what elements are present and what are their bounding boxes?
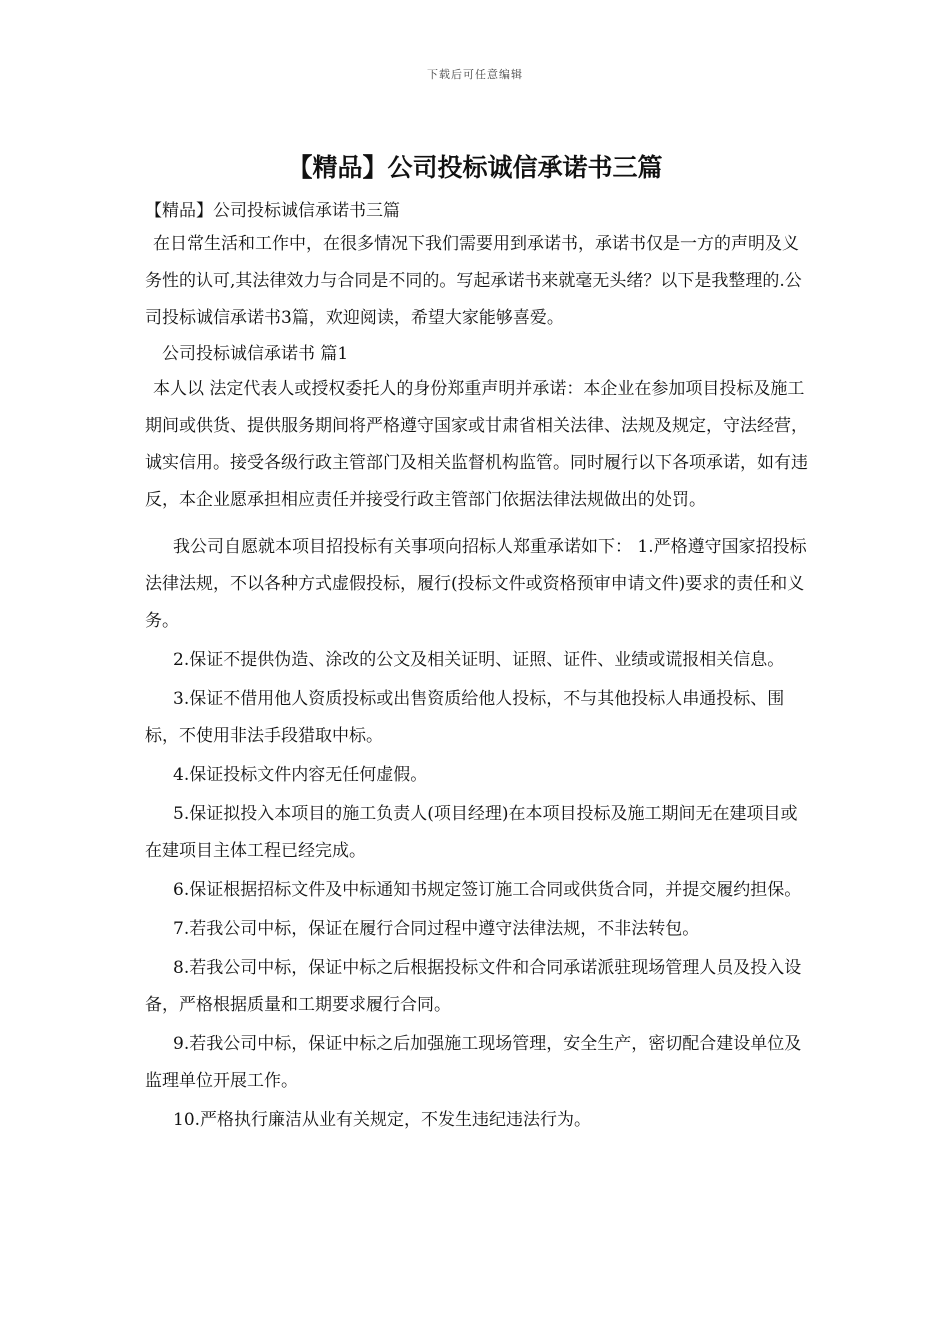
pledge-item: 5.保证拟投入本项目的施工负责人(项目经理)在本项目投标及施工期间无在建项目或在建项目主体工程已经完成。	[145, 804, 798, 861]
document-title: 【精品】公司投标诚信承诺书三篇	[287, 153, 663, 182]
declaration-paragraph: 本人以 法定代表人或授权委托人的身份郑重声明并承诺：本企业在参加项目投标及施工期间或供货、提供服务期间将严格遵守国家或甘肃省相关法律、法规及规定，守法经营，诚实信用。接受各级行政主管部门及相关监督机构监管。同时履行以下各项承诺，如有违反，本企业愿承担相应责任并接受行政主管部门依据法律法规做出的处罚。	[145, 379, 808, 510]
pledge-item: 9.若我公司中标，保证中标之后加强施工现场管理，安全生产，密切配合建设单位及监理单位开展工作。	[145, 1034, 802, 1091]
subtitle: 【精品】公司投标诚信承诺书三篇	[145, 201, 400, 221]
pledge-item: 8.若我公司中标，保证中标之后根据投标文件和合同承诺派驻现场管理人员及投入设备，严格根据质量和工期要求履行合同。	[145, 958, 802, 1015]
document-body	[145, 196, 810, 1139]
intro-paragraph: 在日常生活和工作中，在很多情况下我们需要用到承诺书，承诺书仅是一方的声明及义务性的认可,其法律效力与合同是不同的。写起承诺书来就毫无头绪？以下是我整理的.公司投标诚信承诺书3篇，欢迎阅读，希望大家能够喜爱。	[145, 234, 802, 328]
pledge-item: 6.保证根据招标文件及中标通知书规定签订施工合同或供货合同，并提交履约担保。	[173, 880, 802, 900]
header-note: 下载后可任意编辑	[427, 68, 523, 81]
pledge-item: 2.保证不提供伪造、涂改的公文及相关证明、证照、证件、业绩或谎报相关信息。	[173, 650, 785, 670]
pledge-item: 10.严格执行廉洁从业有关规定，不发生违纪违法行为。	[173, 1110, 592, 1130]
pledge-item: 4.保证投标文件内容无任何虚假。	[173, 765, 428, 785]
pledge-item: 7.若我公司中标，保证在履行合同过程中遵守法律法规，不非法转包。	[173, 919, 700, 939]
pledge-intro-paragraph: 我公司自愿就本项目招投标有关事项向招标人郑重承诺如下： 1.严格遵守国家招投标法律法规，不以各种方式虚假投标，履行(投标文件或资格预审申请文件)要求的责任和义务。	[145, 537, 807, 631]
pledge-item: 3.保证不借用他人资质投标或出售资质给他人投标，不与其他投标人串通投标、围标，不使用非法手段猎取中标。	[145, 689, 785, 746]
section-heading: 公司投标诚信承诺书 篇1	[162, 344, 349, 364]
